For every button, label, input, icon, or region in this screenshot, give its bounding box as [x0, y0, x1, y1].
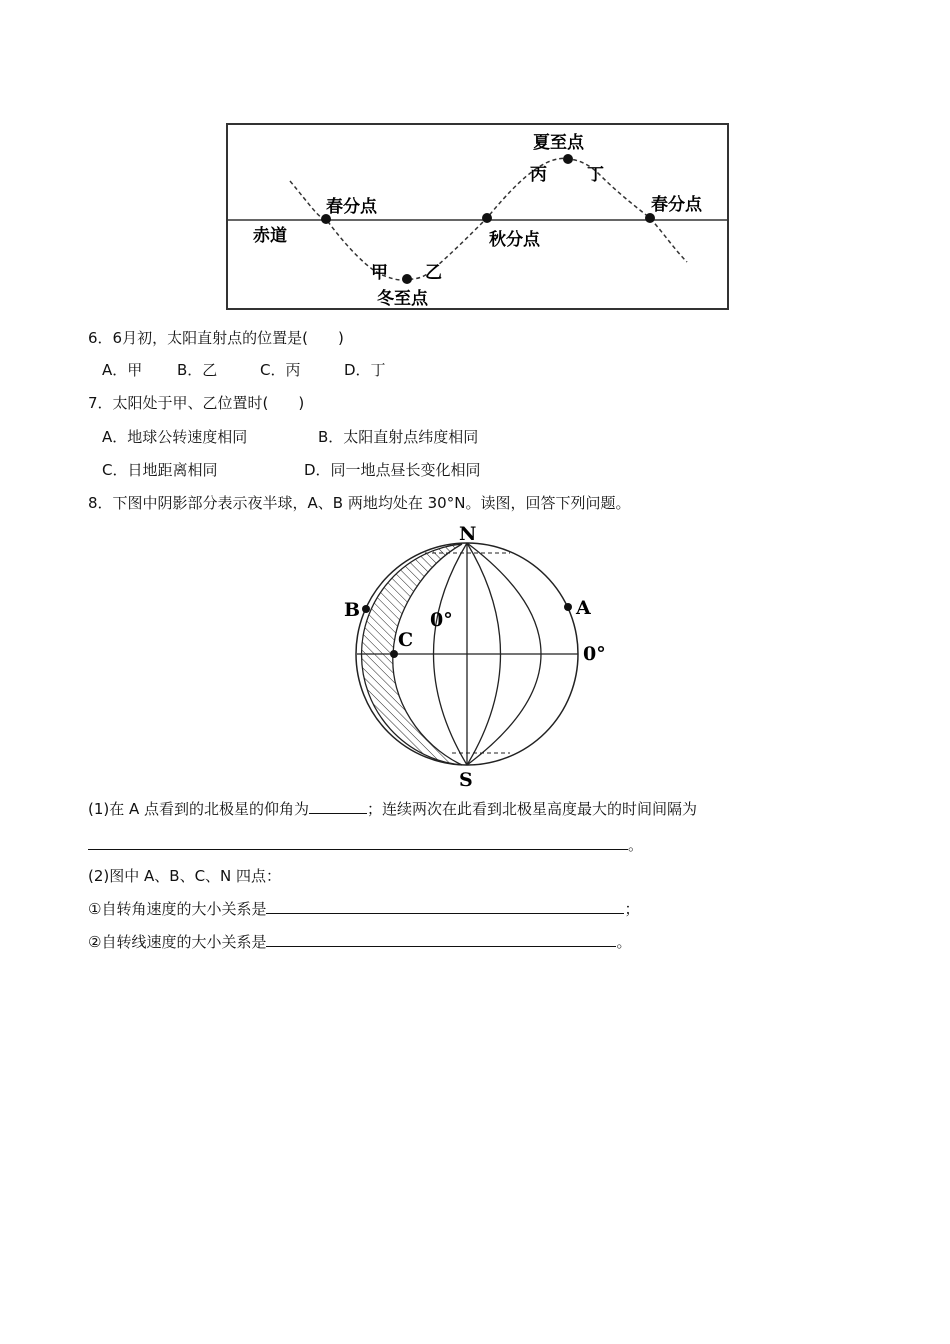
answer-blank-4[interactable] [266, 932, 616, 947]
point-b-label: B [344, 599, 361, 621]
q7-option-b: B．太阳直射点纬度相同 [318, 428, 479, 446]
equator-0-label: 0° [583, 643, 606, 665]
q8-2-2-text: ②自转线速度的大小关系是 [88, 933, 267, 951]
q6-option-d: D．丁 [344, 361, 386, 379]
spring-equinox-label-2: 春分点 [651, 195, 702, 215]
bing-label: 丙 [530, 165, 547, 185]
question-6-stem: 6．6月初，太阳直射点的位置是( ) [88, 329, 344, 347]
q8-2-text: (2)图中 A、B、C、N 四点： [88, 867, 282, 885]
q6-option-c: C．丙 [260, 361, 301, 379]
summer-solstice-label: 夏至点 [533, 133, 584, 153]
period: 。 [616, 933, 632, 951]
question-8-stem: 8．下图中阴影部分表示夜半球，A、B 两地均处在 30°N。读图，回答下列问题。 [88, 494, 631, 512]
winter-solstice-label: 冬至点 [377, 289, 428, 309]
spring-equinox-label: 春分点 [326, 197, 377, 217]
q8-1-text-2: ；连续两次在此看到北极星高度最大的时间间隔为 [367, 800, 698, 818]
meridian-0-label: 0° [430, 609, 453, 631]
question-7-stem: 7．太阳处于甲、乙位置时( ) [88, 394, 305, 412]
q6-option-a: A．甲 [102, 361, 143, 379]
autumn-equinox-label: 秋分点 [489, 230, 540, 250]
equator-label: 赤道 [253, 226, 287, 246]
south-pole-label: S [459, 769, 473, 791]
q7-option-a: A．地球公转速度相同 [102, 428, 248, 446]
yi-label: 乙 [425, 263, 442, 283]
period: 。 [628, 836, 644, 854]
q6-option-b: B．乙 [177, 361, 218, 379]
q8-2-1-text: ①自转角速度的大小关系是 [88, 900, 267, 918]
q7-option-c: C．日地距离相同 [102, 461, 218, 479]
ding-label: 丁 [587, 165, 604, 185]
answer-blank-1[interactable] [309, 799, 367, 814]
point-c-label: C [398, 629, 414, 651]
north-pole-label: N [459, 523, 477, 545]
answer-blank-2[interactable] [88, 835, 628, 850]
jia-label: 甲 [371, 263, 388, 283]
point-a-label: A [576, 597, 591, 619]
q8-1-text: (1)在 A 点看到的北极星的仰角为 [88, 800, 310, 818]
q7-option-d: D．同一地点昼长变化相同 [304, 461, 481, 479]
answer-blank-3[interactable] [266, 899, 624, 914]
sun-direct-point-diagram [0, 0, 950, 320]
semicolon: ； [624, 900, 640, 918]
globe-diagram [0, 510, 950, 800]
